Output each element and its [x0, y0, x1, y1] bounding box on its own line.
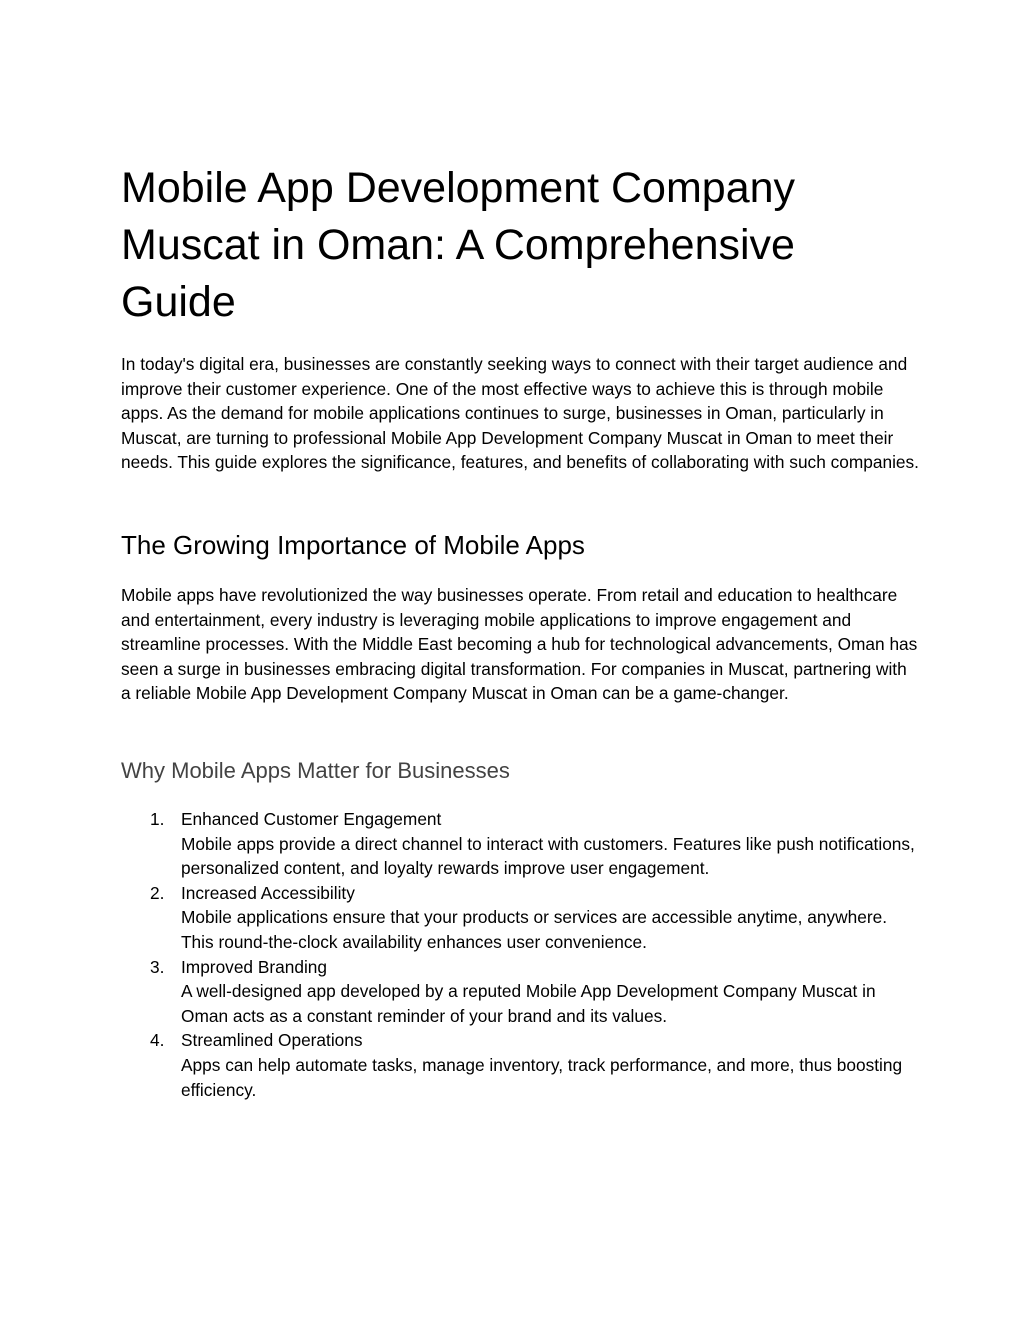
list-item-text: A well-designed app developed by a reputed Mobile App Development Company Muscat in Oman acts as a constant reminder of your brand and its values.	[181, 981, 876, 1026]
benefits-list	[121, 807, 921, 1102]
list-item	[121, 807, 921, 881]
list-item-text: Mobile apps provide a direct channel to interact with customers. Features like push notifications, personalized content, and loyalty rewards improve user engagement.	[181, 833, 915, 879]
section-body-growing-importance: Mobile apps have revolutionized the way businesses operate. From retail and education to healthcare and entertainment, every industry is leveraging mobile applications to improve engagement and streamline processes. With the Middle East becoming a hub for technological advancements, Oman has seen a surge in businesses embracing digital transformation. For companies in Muscat, partnering with a reliable Mobile App Development Company Muscat in Oman can be a game-changer.	[121, 585, 918, 704]
list-item-number: 2.	[150, 882, 165, 903]
list-item-number: 1.	[150, 809, 165, 829]
section-heading-growing-importance: The Growing Importance of Mobile Apps	[121, 530, 585, 560]
list-item-number: 4.	[150, 1030, 165, 1051]
list-item	[121, 955, 921, 1029]
subsection-heading-why-apps-matter: Why Mobile Apps Matter for Businesses	[121, 758, 510, 783]
intro-paragraph: In today's digital era, businesses are constantly seeking ways to connect with their target audience and improve their customer experience. One of the most effective ways to achieve this is through mobile apps. As the demand for mobile applications continues to surge, businesses in Oman, particularly in Muscat, are turning to professional Mobile App Development Company Muscat in Oman to meet their needs. This guide explores the significance, features, and benefits of collaborating with such companies.	[121, 354, 919, 473]
list-item	[121, 881, 921, 955]
list-item-title: Enhanced Customer Engagement	[181, 809, 442, 829]
list-item-text: Apps can help automate tasks, manage inventory, track performance, and more, thus boosting efficiency.	[181, 1054, 903, 1100]
list-item-text: Mobile applications ensure that your products or services are accessible anytime, anywhere. This round-the-clock availability enhances user convenience.	[181, 907, 887, 952]
list-item	[121, 1028, 921, 1102]
list-item-number: 3.	[150, 956, 165, 977]
document-title: Mobile App Development Company Muscat in Oman: A Comprehensive Guide	[121, 164, 796, 326]
list-item-title: Improved Branding	[181, 956, 328, 977]
list-item-title: Increased Accessibility	[181, 882, 355, 903]
list-item-title: Streamlined Operations	[181, 1030, 363, 1051]
